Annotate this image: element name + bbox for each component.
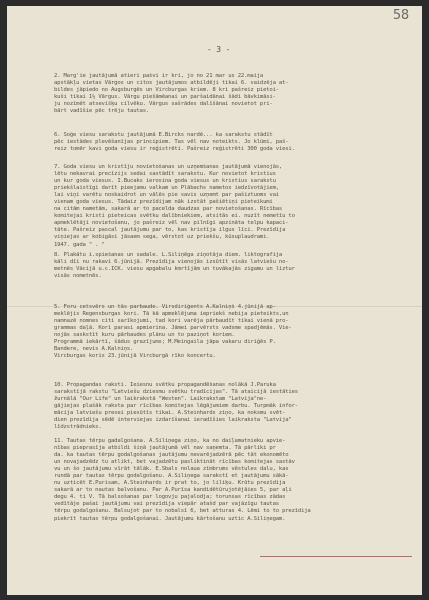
paragraph-guest-accommodation: 7. Goda viesu un kristīju novietošanas un uzņemšanas jautājumā vienojās, lētu nekavrai precīzijs sedai sastādīt sarakstu. Kur novietot kristius un kur goda viesus. I.Bucaks ierosina goda viesus un kristius sarakstu priekšlaistīgi darīt pieejamu valkam un Plābachs nametos iedzīvotājiem, lai viņi varētu noskaidrot un vālēs pie savis uzņemt par pašiztuoms vai vienam goda viesus. Tādaiz prezīdijam nāk izstāt pašiētiņi pieteikumi na citām nametām, sakarā ar to pacelda daudzas par novietošanas. Rīcības komitejai kristi pieteicas svētku dalībniekiem, atsitās ei. nuzīt nemetīu to apmeklētāji novietošanu, jo pašreiz vēl nav pilnīgi apzināta telpu kapaci- tāte. Pašreiz pascal jautājumu par to, kas kristīja ilgus līci. Prezīdija viņiejas ar kobigāsi jāsaem sega, vērstot uz priekšu, kūsuplaudrami. 1947. gada " . "	[54, 164, 295, 248]
paragraph-posters: 8. Plakātu i.spiešanas un sadale. L.Siliņēga ziņotāja diem. liktografija kāli dīi nu rakavi 6.jūnijā. Prezīdija vienojās izsūtīt visās latviešu no- metnēs Vācijā u.c.ICK. viesu apgabalu kmrtījām un tuvākajās zigamu un liztur visās nometnēs.	[54, 252, 295, 280]
folio-number: 58	[392, 8, 409, 23]
document-page	[7, 6, 422, 595]
red-ink-underline	[260, 556, 412, 557]
paragraph-propaganda: 10. Propagandas raksti. Ieiesnu svētku propagandēšanas nolākā J.Paruka sarakstījā rakstu "Latviešu dziesmu svētku tradīcijas". Tā ataicijā iestāties žurnālā "Our Life" un laikrakstā "Westen". Laikrakstam "Latvija"ne- gājiejas plašāk raksta par rīcības komitejas lēgājumiem darbu. Turpmāk infor- mācija latviešu presei piesūtīs tikai. A.Steinhards ziņo, ka noksmu svēt- dien prezīdija sēdē interviejas izdarīšanai ieradīšies laikraksta "Latvija" līdzstrādnieks.	[54, 382, 298, 431]
page-number: - 3 -	[207, 45, 231, 54]
paragraph-guest-list: 6. Šoģe viesu sarakstu jautājumā E.Bircks nardē... ka sarakstu stādīt pēc iestādes plevēšanījas principiem. Tas vēl nav noteikts. Jo klūmi, paš- reiz tomēr kavi goda viesu ir reģistrēti. Pašreiz reģistrēti 300 goda viesi.	[54, 132, 295, 153]
paragraph-costume-awards: 11. Tautas tērpu gadalgošana. A.Siliņega ziņo, ka no daiļamatnieku apvie- nības pieprasīja atbildi šiņā jautājumā vēl nav saņemta. Tā pārliki pr da. ka tautas tērpu godalgošanas jautājumu nevarējadzērā pēc tāt ekonomēto un novajadzēdz tu atlikt, bet vajadzētu pasliktināt rīcības komitejas sastāv vu un šo jautājumu vīrāt tālāk. E.Sbals nolaua zīmbrums vēstules dalu, kas rundā par tautas tērpu godalgošanu. A.Siliņega sarakstī et jautājumu sākā- nu uzticēt E.Purisam, A.Steinhards ir prat to, jo liliķu. Krūtu prezīdija sakarā ar to nautas balvošanu. Par A.Purīsa kandidētūrujotējāies 5, par aļi degu 4. ti V. Tā balsošanas par logovju pajalodja; torunsas rīcības zādas vedītāje pašai jautājumu vai prezīdija viepār atašd par vajāzīgu tautas tērpu godalgošanu. Balsujot par to nobalsī 6, bet atturas 4. Lēmi to to prezīdija piekrīt tautas tērpu godalgošanai. Jautājumu kārtošanu uztic A.Siliņegam.	[54, 438, 311, 522]
paragraph-choir-review: 5. Foru cetsvērs un tās parbaude. Virsdiriģents A.Kalniņš 4.jūnijā ap- meklējis Regensburgas kori. Tā kā apmeklējuma iepriekš nebija pieteikts,un namnazē nomnes citi sarīkojumi, tad kori varēja pārbaudīt tikai vienā pro- grammas daļā. Kori parasi apmierina. Jāmei parvērsts vadsme spadjēmās. Vie- nojās saskstīt kuru pārbaudes plānu un to paziņot koriem. Programmā iekārtī, šādus grazījums; M.Meingaila jāpa vakaru diriģēs P. Bandere, nevis A.Kalniņs. Vircburgas koris 23.jūnijā Vircburgā rīko koncertu.	[54, 304, 292, 360]
paragraph-marriage-question: 2. Marg'ie jautājumā atieri pašvi ir kri, jo no 21 mar us 22.maija apstākļu vietas Vārgos un citos jautājumos atbildēji tikai 6. vaidzēja at- bildes jāpiedo no Augsburgēs un Vircburgas kriem. 8 kri pašreiz pietoi- kuši tikai 1½ Vārgus. Vārgu piešāmēanai un paršaidānai šādi bāvkimāsi- ju nozīmēt atsevišķu cilvēku. Vārgus sašrādes dalīšānai novietot pri- bārt vadīšie pēc trēju tautas.	[54, 73, 289, 115]
